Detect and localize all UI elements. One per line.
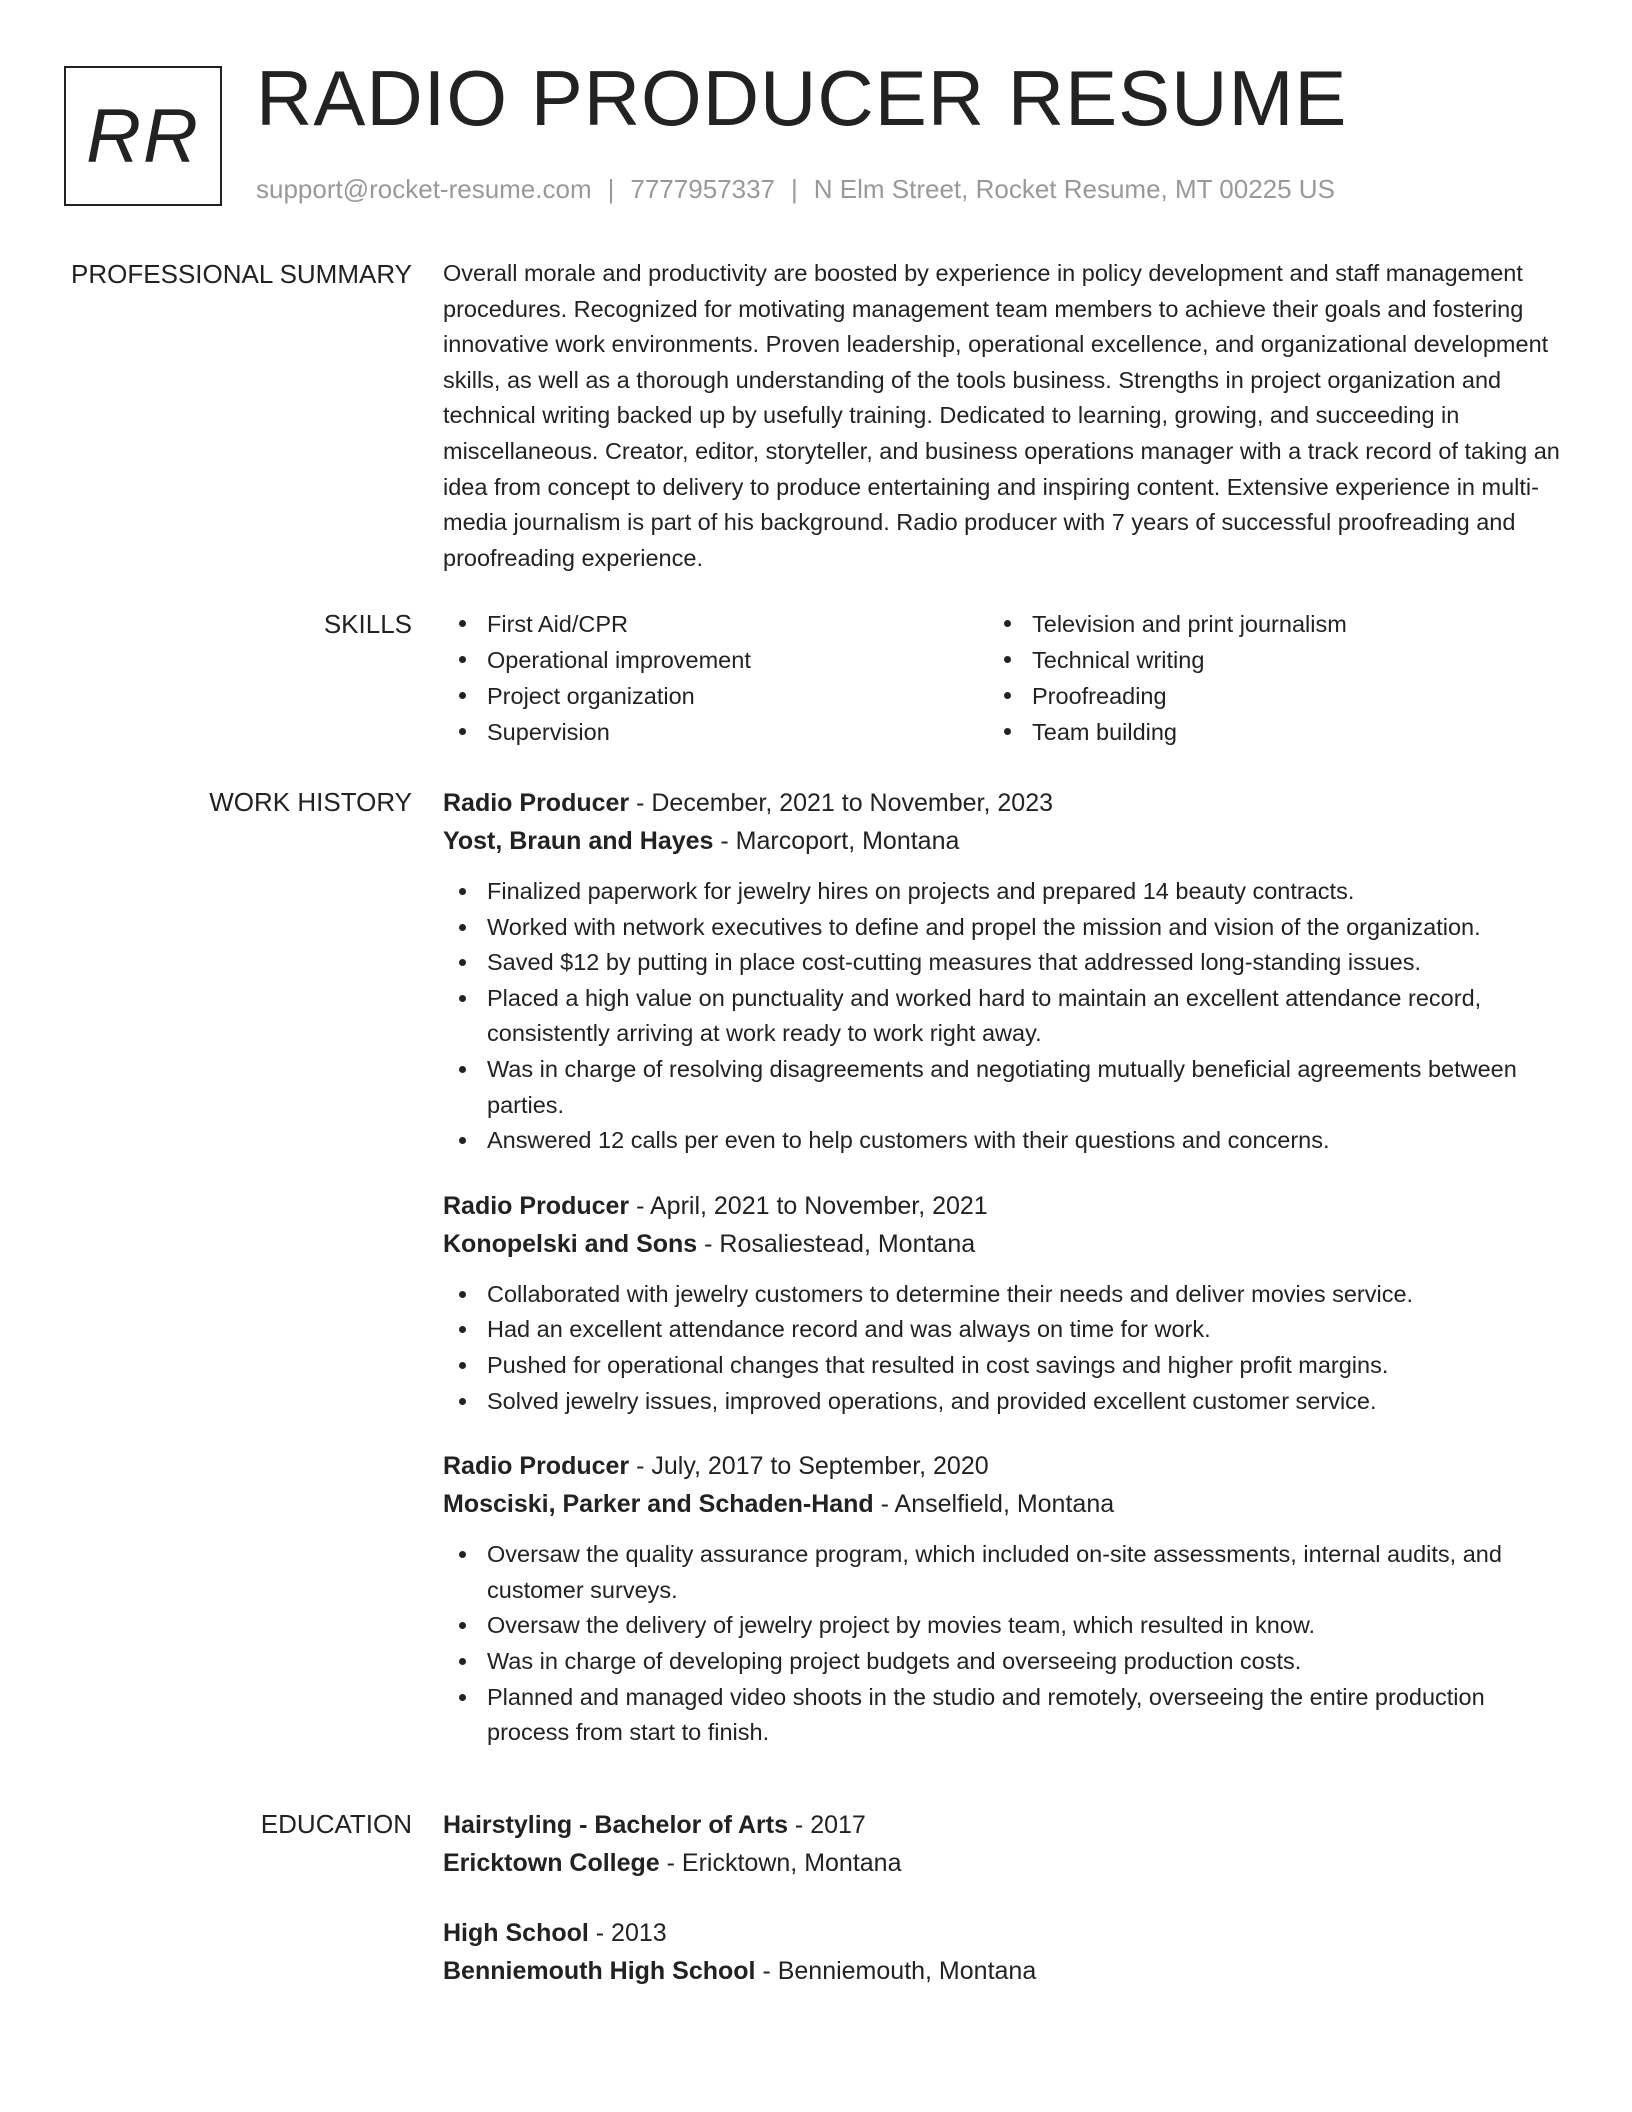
skill-item: First Aid/CPR: [443, 606, 988, 642]
job-bullet: Worked with network executives to define and propel the mission and vision of the organization.: [443, 910, 1563, 946]
job-title-line: [443, 1447, 1563, 1485]
job-title-line: [443, 1187, 1563, 1225]
contact-phone: 7777957337: [630, 174, 775, 204]
job-title-line: [443, 784, 1563, 822]
job-bullet: Oversaw the delivery of jewelry project by movies team, which resulted in know.: [443, 1608, 1563, 1644]
education-entry: [443, 1914, 1563, 1990]
job-entry: [443, 784, 1563, 1159]
education-year: - 2013: [588, 1919, 667, 1947]
job-company: Konopelski and Sons: [443, 1229, 698, 1258]
job-bullet: Had an excellent attendance record and was always on time for work.: [443, 1312, 1563, 1348]
job-location: - Rosaliestead, Montana: [697, 1229, 976, 1258]
education-entry: [443, 1806, 1563, 1882]
job-entry: [443, 1187, 1563, 1419]
job-bullet: Was in charge of resolving disagreements and negotiating mutually beneficial agreements between parties.: [443, 1052, 1563, 1123]
job-dates: - December, 2021 to November, 2023: [629, 789, 1054, 817]
job-company: Yost, Braun and Hayes: [443, 827, 714, 855]
summary-text: Overall morale and productivity are boosted by experience in policy development and staff management procedures. Recognized for motivating management team members to achieve their goals and fostering innovative work environments. Proven leadership, operational excellence, and organizational development skills, as well as a thorough understanding of the tools business. Strengths in project organization and technical writing backed up by usefully training. Dedicated to learning, growing, and succeeding in miscellaneous. Creator, editor, storyteller, and business operations manager with a track record of taking an idea from concept to delivery to produce entertaining and inspiring content. Extensive experience in multi-media journalism is part of his background. Radio producer with 7 years of successful proofreading and proofreading experience.: [443, 260, 1560, 571]
job-bullet: Pushed for operational changes that resulted in cost savings and higher profit margins.: [443, 1348, 1563, 1384]
summary-content: [443, 256, 1563, 576]
job-entry: [443, 1447, 1563, 1751]
work-content: [443, 784, 1563, 1779]
job-bullet: Planned and managed video shoots in the studio and remotely, overseeing the entire production process from start to finish.: [443, 1680, 1563, 1751]
contact-separator: |: [607, 174, 615, 204]
job-company-line: [443, 822, 1563, 860]
skill-item: Operational improvement: [443, 642, 988, 678]
contact-line: [256, 174, 1335, 205]
work-heading: WORK HISTORY: [209, 787, 412, 817]
job-dates: - July, 2017 to September, 2020: [629, 1452, 989, 1481]
education-location: - Ericktown, Montana: [659, 1849, 902, 1877]
resume-title: RADIO PRODUCER RESUME: [256, 54, 1348, 142]
job-company: Mosciski, Parker and Schaden-Hand: [443, 1490, 874, 1519]
summary-heading: PROFESSIONAL SUMMARY: [71, 259, 412, 289]
job-bullet: Answered 12 calls per even to help customers with their questions and concerns.: [443, 1123, 1563, 1159]
job-company-line: [443, 1485, 1563, 1523]
education-year: - 2017: [787, 1811, 866, 1839]
job-bullet: Solved jewelry issues, improved operations, and provided excellent customer service.: [443, 1384, 1563, 1420]
skills-content: [443, 606, 1563, 750]
education-school: Benniemouth High School: [443, 1957, 756, 1985]
education-degree: Hairstyling - Bachelor of Arts: [443, 1811, 788, 1839]
job-title: Radio Producer: [443, 1452, 630, 1481]
contact-separator: |: [791, 174, 798, 204]
skill-item: Proofreading: [988, 678, 1548, 714]
education-school-line: [443, 1952, 1563, 1990]
job-bullet: Saved $12 by putting in place cost-cutting measures that addressed long-standing issues.: [443, 945, 1563, 981]
education-school-line: [443, 1844, 1563, 1882]
job-bullets: [443, 1277, 1563, 1419]
job-title: Radio Producer: [443, 1191, 630, 1220]
skills-list-right: [988, 606, 1548, 750]
contact-email: support@rocket-resume.com: [256, 174, 592, 204]
job-title: Radio Producer: [443, 789, 630, 817]
skill-item: Project organization: [443, 678, 988, 714]
monogram-logo: RR: [64, 66, 222, 206]
job-bullets: [443, 874, 1563, 1159]
education-degree: High School: [443, 1919, 589, 1947]
job-bullets: [443, 1537, 1563, 1751]
job-bullet: Was in charge of developing project budgets and overseeing production costs.: [443, 1644, 1563, 1680]
job-dates: - April, 2021 to November, 2021: [629, 1191, 988, 1220]
education-heading: EDUCATION: [260, 1809, 412, 1839]
job-location: - Marcoport, Montana: [713, 827, 960, 855]
job-location: - Anselfield, Montana: [873, 1490, 1115, 1519]
education-degree-line: [443, 1914, 1563, 1952]
job-company-line: [443, 1225, 1563, 1263]
skill-item: Technical writing: [988, 642, 1548, 678]
job-bullet: Finalized paperwork for jewelry hires on projects and prepared 14 beauty contracts.: [443, 874, 1563, 910]
job-bullet: Oversaw the quality assurance program, which included on-site assessments, internal audits, and customer surveys.: [443, 1537, 1563, 1608]
skill-item: Supervision: [443, 714, 988, 750]
education-location: - Benniemouth, Montana: [755, 1957, 1037, 1985]
education-degree-line: [443, 1806, 1563, 1844]
job-bullet: Collaborated with jewelry customers to determine their needs and deliver movies service.: [443, 1277, 1563, 1313]
education-content: [443, 1806, 1563, 2022]
education-school: Ericktown College: [443, 1849, 660, 1877]
skill-item: Team building: [988, 714, 1548, 750]
contact-address: N Elm Street, Rocket Resume, MT 00225 US: [813, 174, 1335, 204]
skill-item: Television and print journalism: [988, 606, 1548, 642]
skills-heading: SKILLS: [323, 609, 412, 639]
skills-list-left: [443, 606, 988, 750]
job-bullet: Placed a high value on punctuality and worked hard to maintain an excellent attendance record, consistently arriving at work ready to work right away.: [443, 981, 1563, 1052]
